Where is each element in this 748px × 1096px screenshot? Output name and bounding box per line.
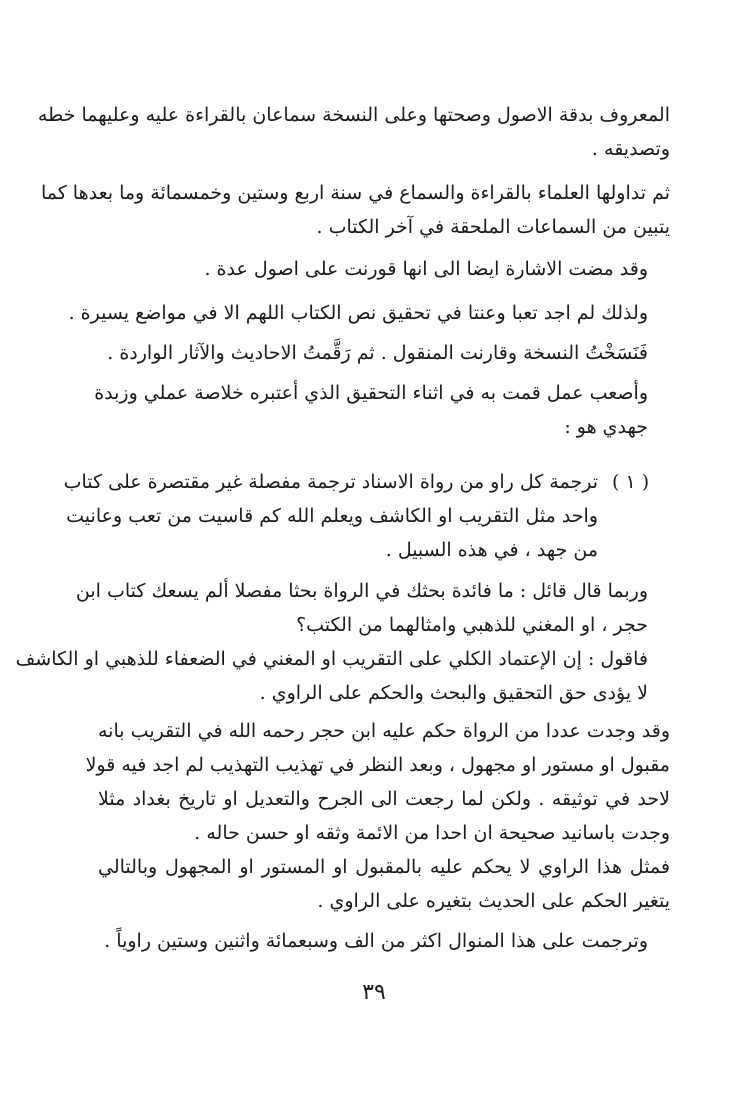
paragraph-4 [68, 296, 648, 330]
paragraph-line: وتصديقه . [591, 138, 670, 160]
paragraph-line: ترجمة كل راو من رواة الاسناد ترجمة مفصلة غير مقتصرة على كتاب [63, 471, 598, 493]
paragraph-line: من جهد ، في هذه السبيل . [385, 539, 598, 561]
paragraph-line: لا يؤدى حق التحقيق والبحث والحكم على الراوي . [259, 682, 648, 704]
paragraph-6 [94, 376, 648, 444]
paragraph-line: وربما قال قائل : ما فائدة بحثك في الرواة بحثا مفصلا ألم يسعك كتاب ابن [75, 580, 648, 602]
paragraph-line: وقد وجدت عددا من الرواة حكم عليه ابن حجر رحمه الله في التقريب بانه [98, 720, 670, 742]
paragraph-12 [98, 924, 648, 958]
paragraph-line: حجر ، او المغني للذهبي وامثالهما من الكتب؟ [296, 614, 648, 636]
paragraph-10 [85, 714, 670, 850]
paragraph-3 [98, 252, 648, 286]
paragraph-1 [37, 98, 670, 166]
note-number: ( ١ ) [612, 471, 650, 493]
paragraph-line: فمثل هذا الراوي لا يحكم عليه بالمقبول او المستور او المجهول وبالتالي [98, 856, 670, 878]
paragraph-line: وجدت باسانيد صحيحة ان احدا من الائمة وثقه او حسن حاله . [194, 822, 670, 844]
paragraph-line: فَنَسَخْتُ النسخة وقارنت المنقول . ثم رَقَّمتُ الاحاديث والآثار الواردة . [107, 342, 648, 364]
page-number: ٣٩ [362, 980, 386, 1005]
paragraph-9 [15, 642, 648, 710]
paragraph-line: ولذلك لم اجد تعبا وعنتا في تحقيق نص الكتاب اللهم الا في مواضع يسيرة . [68, 302, 648, 324]
paragraph-line: المعروف بدقة الاصول وصحتها وعلى النسخة سماعان بالقراءة عليه وعليهما خطه [37, 104, 670, 126]
paragraph-line: وترجمت على هذا المنوال اكثر من الف وسبعمائة واثنين وستين راوياً . [104, 930, 648, 952]
paragraph-8 [75, 574, 648, 642]
paragraph-line: وأصعب عمل قمت به في اثناء التحقيق الذي أعتبره خلاصة عملي وزبدة [94, 382, 648, 404]
paragraph-line: مقبول او مستور او مجهول ، وبعد النظر في تهذيب التهذيب لم اجد فيه قولا [85, 754, 670, 776]
paragraph-line: لاحد في توثيقه . ولكن لما رجعت الى الجرح والتعديل او تاريخ بغداد مثلا [98, 788, 670, 810]
paragraph-line: يتبين من السماعات الملحقة في آخر الكتاب . [316, 216, 670, 238]
paragraph-5 [98, 336, 648, 370]
paragraph-line: جهدي هو : [564, 416, 648, 438]
paragraph-7 [63, 465, 598, 567]
paragraph-line: فاقول : إن الإعتماد الكلي على التقريب او المغني في الضعفاء للذهبي او الكاشف [15, 648, 648, 670]
paragraph-line: ثم تداولها العلماء بالقراءة والسماع في سنة اربع وستين وخمسمائة وما بعدها كما [40, 182, 670, 204]
paragraph-line: يتغير الحكم على الحديث بتغيره على الراوي . [317, 890, 670, 912]
paragraph-2 [40, 176, 670, 244]
paragraph-11 [98, 850, 670, 918]
paragraph-line: واحد مثل التقريب او الكاشف ويعلم الله كم قاسيت من تعب وعانيت [66, 505, 598, 527]
paragraph-line: وقد مضت الاشارة ايضا الى انها قورنت على اصول عدة . [204, 258, 648, 280]
